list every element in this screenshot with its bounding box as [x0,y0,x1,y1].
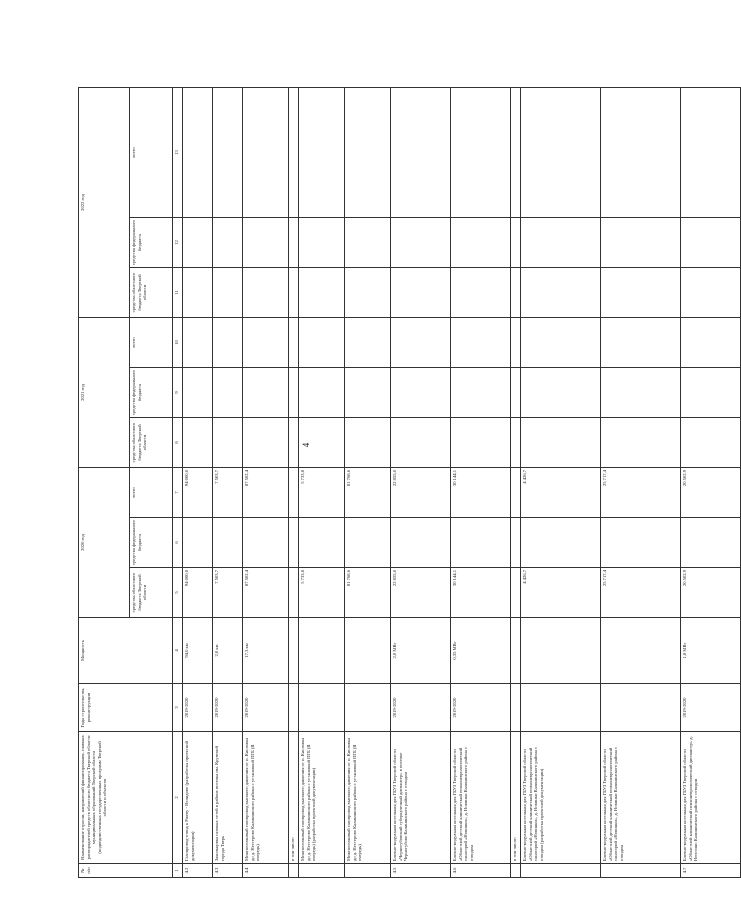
row-2020-total [289,468,299,518]
row-years [521,684,601,732]
document-page [78,88,699,878]
row-capacity: 94,0 км [183,618,213,684]
table-row [521,88,601,878]
row-capacity [601,618,681,684]
table-row [299,88,345,878]
row-2020-federal [681,518,741,568]
column-number: 13 [173,88,183,218]
row-2020-regional [511,568,521,618]
row-number [511,864,521,878]
row-name: Блочно-модульная котельная для ГБУЗ Тверской области «Черногубовский туберкулезный диспансер» в поселке Черногубово Калининского района с отводом [391,732,451,864]
header-2020-total: всего [130,468,173,518]
row-2020-regional: 25 717,4 [601,568,681,618]
row-empty-cell [681,368,741,418]
row-number [601,864,681,878]
row-empty-cell [243,318,289,368]
row-name: Блочно-модульная котельная для ГБУЗ Тверской области «Областной детский клинический психоневрологический санаторий «Новинки», д. Новинки Калининского района с отводом [601,732,681,864]
row-empty-cell [183,218,213,268]
row-2020-total: 30 144,1 [451,468,511,518]
row-number: 4.4 [243,864,289,878]
column-number: 6 [173,518,183,568]
row-name: Межпоселковый газопровод высокого давления от п. Кисловка до д. Нестерово Калининского района с установкой ПГБ (II очередь) [243,732,289,864]
row-2020-total [511,468,521,518]
row-empty-cell [299,268,345,318]
row-2020-total: 5 733,8 [299,468,345,518]
row-empty-cell [601,418,681,468]
row-empty-cell [299,368,345,418]
row-empty-cell [243,268,289,318]
row-empty-cell [511,88,521,218]
column-number: 1 [173,864,183,878]
header-2021-regional: средства областного бюджета Тверской области [130,418,173,468]
row-empty-cell [521,218,601,268]
table-row [345,88,391,878]
table-row [213,88,243,878]
row-empty-cell [299,418,345,468]
row-empty-cell [391,268,451,318]
header-2021-total: всего [130,318,173,368]
row-empty-cell [213,218,243,268]
header-2020-regional: средства областного бюджета Тверской области [130,568,173,618]
column-number: 11 [173,268,183,318]
row-empty-cell [391,368,451,418]
row-years: 2019-2020 [451,684,511,732]
column-number: 3 [173,684,183,732]
row-empty-cell [681,218,741,268]
row-empty-cell [601,368,681,418]
row-empty-cell [521,318,601,368]
row-empty-cell [345,268,391,318]
row-2020-regional: 20 502,9 [681,568,741,618]
row-name: Блочно-модульная котельная для ГБУЗ Тверской области «Областной клинический психоневрологический диспансер» д. Неготино Калининского района с отводом [681,732,741,864]
row-empty-cell [391,218,451,268]
row-years: 2019-2020 [213,684,243,732]
row-2020-federal [243,518,289,568]
table-row [183,88,213,878]
row-capacity [345,618,391,684]
column-number: 5 [173,568,183,618]
row-empty-cell [243,368,289,418]
row-years [345,684,391,732]
header-2021-federal: средства федерального бюджета [130,368,173,418]
row-2020-regional: 87 502,4 [243,568,289,618]
row-empty-cell [213,418,243,468]
header-2022-total: всего [130,88,173,218]
row-empty-cell [601,318,681,368]
row-years [289,684,299,732]
row-2020-regional: 94 000,0 [183,568,213,618]
column-number: 9 [173,368,183,418]
row-empty-cell [451,268,511,318]
row-empty-cell [391,318,451,368]
row-empty-cell [681,268,741,318]
row-empty-cell [511,218,521,268]
row-number: 4.2 [183,864,213,878]
row-empty-cell [289,318,299,368]
row-years: 2019-2020 [183,684,213,732]
column-number: 4 [173,618,183,684]
row-empty-cell [601,218,681,268]
row-empty-cell [289,218,299,268]
row-2020-regional: 22 855,0 [391,568,451,618]
table-row [289,88,299,878]
header-2022: 2022 год [79,88,130,318]
row-empty-cell [289,88,299,218]
row-years: 2019-2020 [391,684,451,732]
row-2020-total: 22 855,0 [391,468,451,518]
table-row [451,88,511,878]
row-empty-cell [451,218,511,268]
table-row [511,88,521,878]
row-empty-cell [183,88,213,218]
row-empty-cell [521,368,601,418]
header-2020: 2020 год [79,468,130,618]
column-number: 10 [173,318,183,368]
row-capacity: 17,3 км [243,618,289,684]
table-row [601,88,681,878]
row-2020-federal [345,518,391,568]
row-empty-cell [601,88,681,218]
row-empty-cell [451,368,511,418]
row-empty-cell [289,268,299,318]
column-number: 7 [173,468,183,518]
row-empty-cell [345,418,391,468]
row-2020-federal [521,518,601,568]
row-empty-cell [213,318,243,368]
row-2020-regional: 5 733,8 [299,568,345,618]
row-name: Блочно-модульная котельная для ГБУЗ Тверской области «Областной детский клинический психоневрологический санаторий «Новинки», д. Новинки Калининского района с отводом (разработка проектной документации) [521,732,601,864]
table-row [681,88,741,878]
row-2020-federal [183,518,213,568]
row-2020-federal [601,518,681,568]
row-2020-total: 20 502,9 [681,468,741,518]
row-empty-cell [601,268,681,318]
row-capacity [289,618,299,684]
row-capacity [299,618,345,684]
row-number: 4.3 [213,864,243,878]
row-2020-federal [391,518,451,568]
row-2020-regional: 30 144,1 [451,568,511,618]
row-empty-cell [521,88,601,218]
row-name: Блочно-модульная котельная для ГБУЗ Тверской области «Областной детский клинический психоневрологический санаторий «Новинки», д. Новинки Калининского района с отводом [451,732,511,864]
row-empty-cell [451,418,511,468]
row-capacity: 1,8 МВт [681,618,741,684]
column-number: 8 [173,418,183,468]
row-empty-cell [243,418,289,468]
header-capacity: Мощность [79,618,173,684]
row-empty-cell [213,268,243,318]
row-2020-total: 7 503,7 [213,468,243,518]
row-number [521,864,601,878]
row-number [289,864,299,878]
row-2020-regional: 7 503,7 [213,568,243,618]
row-empty-cell [299,88,345,218]
row-empty-cell [511,268,521,318]
row-2020-regional [289,568,299,618]
header-row-1 [79,88,130,878]
row-capacity: 2,0 км [213,618,243,684]
column-number: 2 [173,732,183,864]
table-row [243,88,289,878]
row-empty-cell [299,318,345,368]
row-empty-cell [681,318,741,368]
row-empty-cell [345,88,391,218]
header-2020-federal: средства федерального бюджета [130,518,173,568]
header-2021: 2021 год [79,318,130,468]
row-capacity [511,618,521,684]
row-name: Газопровод-отвод к Ржеву - Нелидово (разработка проектной документации) [183,732,213,864]
row-empty-cell [451,318,511,368]
row-capacity [521,618,601,684]
column-number-row [173,88,183,878]
row-2020-regional: 81 768,6 [345,568,391,618]
row-2020-federal [299,518,345,568]
row-name: Закольцовка газовых сетей в районе поселка им. Крупской города Тверь [213,732,243,864]
row-2020-federal [451,518,511,568]
row-empty-cell [183,418,213,468]
row-capacity: 0,35 МВт [451,618,511,684]
row-2020-total: 87 502,4 [243,468,289,518]
header-2022-regional: средства областного бюджета Тверской области [130,268,173,318]
header-2022-federal: средства федерального бюджета [130,218,173,268]
row-2020-total: 4 426,7 [521,468,601,518]
table-row [391,88,451,878]
row-empty-cell [213,368,243,418]
row-empty-cell [681,418,741,468]
row-years: 2019-2020 [681,684,741,732]
row-years [601,684,681,732]
row-empty-cell [511,318,521,368]
row-number [345,864,391,878]
row-empty-cell [391,88,451,218]
row-2020-total: 25 717,4 [601,468,681,518]
header-years: Годы строительства, реконструкции [79,684,173,732]
row-2020-regional: 4 426,7 [521,568,601,618]
row-number [299,864,345,878]
row-empty-cell [345,318,391,368]
row-empty-cell [681,88,741,218]
row-name: Межпоселковый газопровод высокого давления от п. Кисловка до д. Нестерово Калининского района с установкой ПГБ (II очередь) [345,732,391,864]
row-2020-federal [511,518,521,568]
row-empty-cell [183,268,213,318]
row-empty-cell [345,368,391,418]
row-empty-cell [243,88,289,218]
row-empty-cell [183,368,213,418]
row-empty-cell [183,318,213,368]
header-name: Наименование отрасли, направлений финансирования, главных распорядителей средств областного бюджета Тверской области муниципальных образований Тверской области (подведомственных государственных программ Тверской области и объектов [79,732,173,864]
row-2020-federal [289,518,299,568]
row-empty-cell [299,218,345,268]
row-empty-cell [451,88,511,218]
row-name: Межпоселковый газопровод высокого давления от п. Кисловка до д. Нестерово Калининского района с установкой ПГБ (II очередь) (разработка проектной документации) [299,732,345,864]
row-number: 4.5 [391,864,451,878]
header-num: № п/п [79,864,173,878]
investment-table [78,87,741,878]
row-2020-total: 94 000,0 [183,468,213,518]
row-empty-cell [511,368,521,418]
row-empty-cell [511,418,521,468]
row-empty-cell [345,218,391,268]
row-empty-cell [213,88,243,218]
row-2020-total: 81 768,6 [345,468,391,518]
page-number: 4 [301,442,311,448]
row-empty-cell [243,218,289,268]
row-2020-federal [213,518,243,568]
row-empty-cell [521,418,601,468]
row-number: 4.6 [451,864,511,878]
row-years: 2019-2020 [243,684,289,732]
row-number: 4.7 [681,864,741,878]
row-years [511,684,521,732]
row-empty-cell [289,418,299,468]
row-name: в том числе: [511,732,521,864]
row-empty-cell [391,418,451,468]
row-empty-cell [289,368,299,418]
column-number: 12 [173,218,183,268]
row-empty-cell [521,268,601,318]
row-years [299,684,345,732]
row-name: в том числе: [289,732,299,864]
row-capacity: 2,0 МВт [391,618,451,684]
